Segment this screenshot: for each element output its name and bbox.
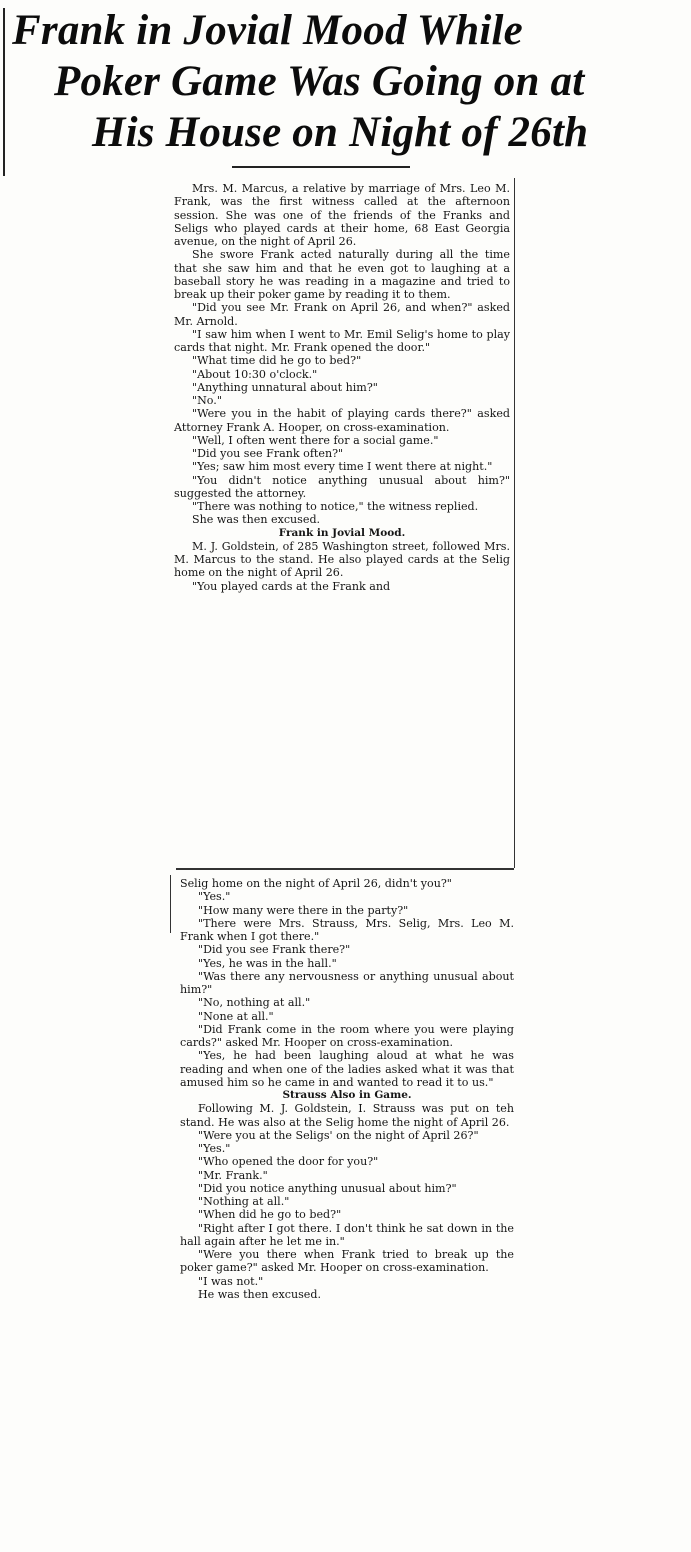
- article-column-1: [174, 182, 510, 593]
- paragraph: Selig home on the night of April 26, didn't you?": [180, 877, 452, 890]
- headline-line-1: Frank in Jovial Mood While: [12, 7, 523, 54]
- paragraph: "Anything unnatural about him?": [192, 380, 378, 394]
- paragraph: "You played cards at the Frank and: [192, 579, 391, 593]
- paragraph: "Yes.": [198, 890, 231, 904]
- headline: [0, 0, 691, 170]
- headline-line-3: His House on Night of 26th: [92, 109, 589, 156]
- paragraph: "Did you see Frank often?": [192, 447, 344, 460]
- paragraph: "No, nothing at all.": [198, 996, 311, 1010]
- paragraph: "No.": [192, 394, 222, 407]
- paragraph: "Yes, he was in the hall.": [198, 956, 337, 970]
- paragraph: "Well, I often went there for a social game.": [192, 433, 439, 447]
- paragraph: "Were you there when Frank tried to break up the poker game?" asked Mr. Hooper on cross-examination.: [180, 1248, 514, 1275]
- column-separator: [176, 868, 514, 870]
- subheading: Frank in Jovial Mood.: [278, 526, 406, 539]
- paragraph: "You didn't notice anything unusual about him?" suggested the attorney.: [174, 473, 510, 500]
- paragraph: "How many were there in the party?": [198, 903, 409, 917]
- paragraph: "About 10:30 o'clock.": [192, 367, 318, 381]
- column-rule-left: [170, 875, 171, 933]
- paragraph: "Were you in the habit of playing cards there?" asked Attorney Frank A. Hooper, on cross-examination.: [174, 407, 510, 434]
- paragraph: "When did he go to bed?": [198, 1208, 342, 1222]
- paragraph: He was then excused.: [198, 1287, 322, 1301]
- paragraph: "Yes; saw him most every time I went there at night.": [192, 460, 493, 474]
- paragraph: "Who opened the door for you?": [198, 1155, 379, 1169]
- paragraph: "What time did he go to bed?": [192, 354, 362, 368]
- paragraph: "Was there any nervousness or anything unusual about him?": [180, 969, 514, 996]
- paragraph: "I saw him when I went to Mr. Emil Selig's home to play cards that night. Mr. Frank opened the door.": [174, 327, 510, 354]
- headline-divider: [232, 166, 410, 168]
- paragraph: "Yes.": [198, 1142, 231, 1155]
- paragraph: "None at all.": [198, 1009, 274, 1023]
- paragraph: "There were Mrs. Strauss, Mrs. Selig, Mrs. Leo M. Frank when I got there.": [180, 916, 514, 943]
- paragraph: M. J. Goldstein, of 285 Washington street, followed Mrs. M. Marcus to the stand. He also played cards at the Selig home on the night of April 26.: [174, 539, 510, 580]
- paragraph: "Did you see Mr. Frank on April 26, and when?" asked Mr. Arnold.: [174, 301, 510, 328]
- paragraph: "Did you notice anything unusual about him?": [198, 1181, 457, 1195]
- paragraph: "There was nothing to notice," the witness replied.: [192, 500, 479, 513]
- paragraph: "Yes, he had been laughing aloud at what he was reading and when one of the ladies asked what it was that amused him so he came in and wanted to read it to us.": [180, 1049, 514, 1089]
- paragraph: She was then excused.: [192, 513, 321, 527]
- paragraph: Following M. J. Goldstein, I. Strauss was put on teh stand. He was also at the Selig home the night of April 26.: [180, 1102, 514, 1129]
- paragraph: She swore Frank acted naturally during all the time that she saw him and that he even got to laughing at a baseball story he was reading in a magazine and tried to break up their poker game by reading it to them.: [174, 248, 510, 301]
- paragraph: Mrs. M. Marcus, a relative by marriage of Mrs. Leo M. Frank, was the first witness called at the afternoon session. She was one of the friends of the Franks and Seligs who played cards at their home, 68 East Georgia avenue, on the night of April 26.: [174, 182, 510, 248]
- headline-line-2: Poker Game Was Going on at: [54, 58, 585, 105]
- paragraph: "Were you at the Seligs' on the night of April 26?": [198, 1128, 479, 1142]
- paragraph: "Did Frank come in the room where you were playing cards?" asked Mr. Hooper on cross-examination.: [180, 1022, 514, 1049]
- paragraph: "Right after I got there. I don't think he sat down in the hall again after he let me in.": [180, 1221, 514, 1248]
- paragraph: "I was not.": [198, 1274, 264, 1288]
- paragraph: "Nothing at all.": [198, 1195, 290, 1208]
- column-rule-right: [514, 178, 515, 868]
- subheading: Strauss Also in Game.: [282, 1089, 412, 1101]
- paragraph: "Mr. Frank.": [198, 1168, 268, 1182]
- paragraph: "Did you see Frank there?": [198, 943, 351, 957]
- article-column-2: [180, 877, 514, 1301]
- left-border-rule: [3, 8, 5, 176]
